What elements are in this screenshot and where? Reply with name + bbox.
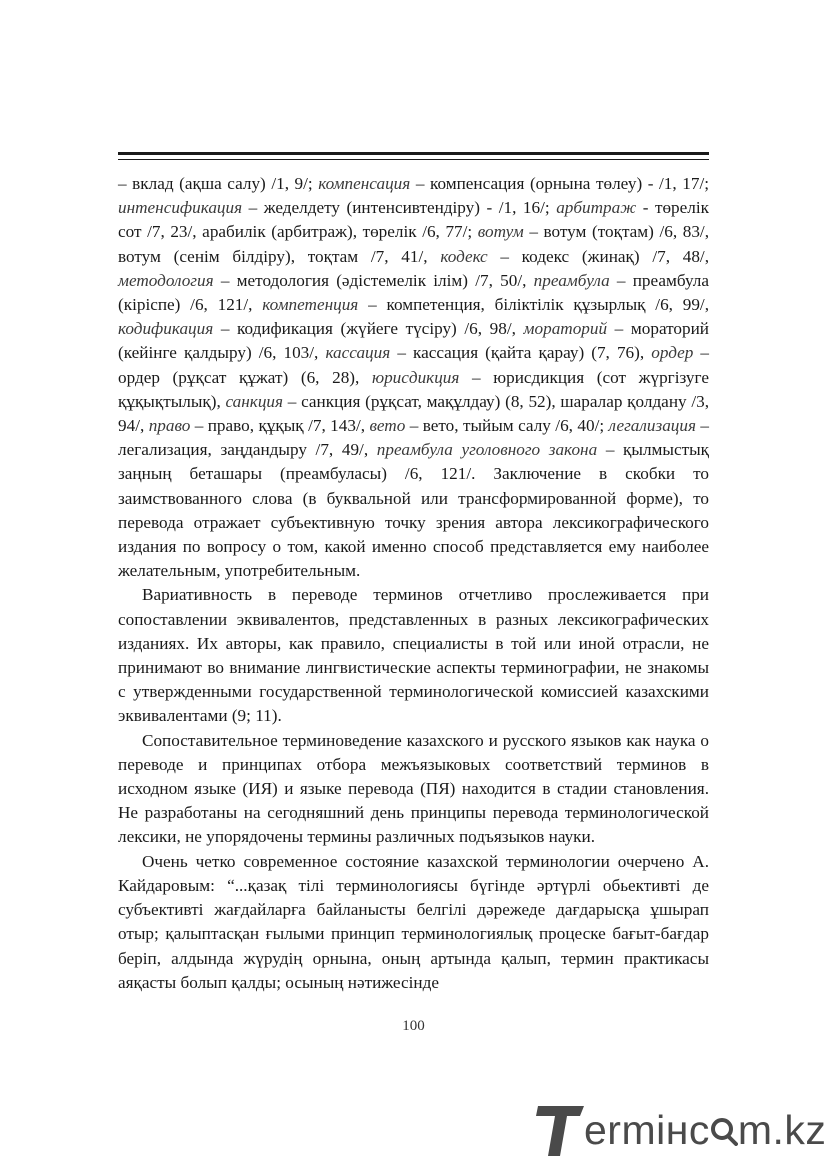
term-italic: мораторий xyxy=(523,319,608,339)
term-italic: методология xyxy=(118,270,214,290)
segment: – кассация (қайта қарау) (7, 76), xyxy=(390,343,652,363)
segment: – кодификация (жүйеге түсіру) /6, 98/, xyxy=(213,319,524,339)
paragraph-4 xyxy=(118,850,709,995)
segment: – санкция (рұқсат, мақұлдау) (8, 52), шаралар қолдану /3, 94/, xyxy=(118,391,710,436)
term-italic: кодификация xyxy=(118,319,214,339)
segment: – жеделдету (интенсивтендіру) - /1, 16/; xyxy=(242,198,557,218)
segment: – легализация, заңдандыру /7, 49/, xyxy=(118,416,709,460)
logo-text xyxy=(584,1106,826,1154)
term-italic: право xyxy=(148,416,191,436)
segment: – юрисдикция (сот жүргізуге құқықтылық), xyxy=(118,367,709,411)
logo-text-start: ermінc xyxy=(584,1107,710,1153)
term-italic: юрисдикция xyxy=(371,367,460,387)
segment: – вето, тыйым салу /6, 40/; xyxy=(405,416,609,436)
term-italic: ордер xyxy=(651,343,694,363)
paragraph-1 xyxy=(118,172,709,583)
term-italic: преамбула xyxy=(533,270,610,290)
termincom-logo[interactable] xyxy=(536,1100,827,1158)
segment: – кодекс (жинақ) /7, 48/, xyxy=(487,246,709,266)
body-text xyxy=(118,172,709,995)
segment: – мораторий (кейінге қалдыру) /6, 103/, xyxy=(118,319,709,363)
segment: Сопоставительное терминоведение казахского и русского языков как наука о переводе и принципах отбора межъязыковых соответствий терминов в исходном языке (ИЯ) и языке перевода (ПЯ) находится в стадии становления. Не разработаны на сегодняшний день принципы перевода терминологической лексики, не упорядочены термины различных подъязыков науки. xyxy=(118,730,709,847)
segment: – компенсация (орнына төлеу) - /1, 17/; xyxy=(410,174,709,193)
segment: – вотум (тоқтам) /6, 83/, вотум (сенім білдіру), тоқтам /7, 41/, xyxy=(118,222,709,266)
term-italic: арбитраж xyxy=(556,198,637,218)
segment: Вариативность в переводе терминов отчетливо прослеживается при сопоставлении эквивалентов, представленных в разных лексикографических изданиях. Их авторы, как правило, специалисты в той или иной отрасли, не принимают во внимание лингвистические аспекты терминографии, не знакомы с утвержденными государственной терминологической комиссией казахскими эквивалентами (9; 11). xyxy=(118,585,709,726)
page-number: 100 xyxy=(402,1018,425,1034)
term-italic: преамбула уголовного закона xyxy=(376,440,598,460)
paragraph-3 xyxy=(118,729,709,850)
header-rule-thick xyxy=(118,152,709,155)
term-italic: компетенция xyxy=(262,295,359,315)
term-italic: легализация xyxy=(608,416,696,436)
term-italic: вето xyxy=(369,416,406,436)
segment: – методология (әдістемелік ілім) /7, 50/, xyxy=(213,270,534,290)
segment: – право, құқық /7, 143/, xyxy=(190,416,370,436)
segment: – қылмыстық заңның беташары (преамбуласы) /6, 121/. Заключение в скобки то заимствованного слова (в буквальной или трансформированной форме), то перевода отражает субъективную точку зрения автора лексикографического издания по вопросу о том, какой именно способ представляется ему наиболее желательным, употребительным. xyxy=(118,440,709,581)
segment: - төрелік сот /7, 23/, арабилік (арбитраж), төрелік /6, 77/; xyxy=(118,198,709,242)
term-italic: кодекс xyxy=(440,246,488,266)
magnifier-icon xyxy=(710,1108,738,1138)
logo-t-letter-icon xyxy=(536,1100,586,1158)
term-italic: санкция xyxy=(225,391,284,411)
segment: – ордер (рұқсат құжат) (6, 28), xyxy=(118,343,710,387)
term-italic: интенсификация xyxy=(118,198,243,218)
term-italic: компенсация xyxy=(318,174,411,193)
segment: – вклад (ақша салу) /1, 9/; xyxy=(118,174,319,193)
segment: Очень четко современное состояние казахской терминологии очерчено А. Кайдаровым: “...қазақ тілі терминологиясы бүгінде әртүрлі обьективті де субъективті жағдайларға байланысты белгілі дәрежеде дағдарысқа ұшырап отыр; қалыптасқан ғылыми принцип терминологиялық процеске бағыт-бағдар беріп, алдында жүрудің орнына, оның артында қалып, термин практикасы аяқасты болып қалды; осының нәтижесінде xyxy=(118,851,709,992)
segment: – преамбула (кіріспе) /6, 121/, xyxy=(118,270,709,315)
term-italic: кассация xyxy=(325,343,391,363)
term-italic: вотум xyxy=(477,222,524,242)
segment: – компетенция, біліктілік құзырлық /6, 99/, xyxy=(358,295,709,315)
header-rule-thin xyxy=(118,159,709,160)
logo-text-end: m.kz xyxy=(737,1107,827,1153)
paragraph-2 xyxy=(118,583,709,728)
